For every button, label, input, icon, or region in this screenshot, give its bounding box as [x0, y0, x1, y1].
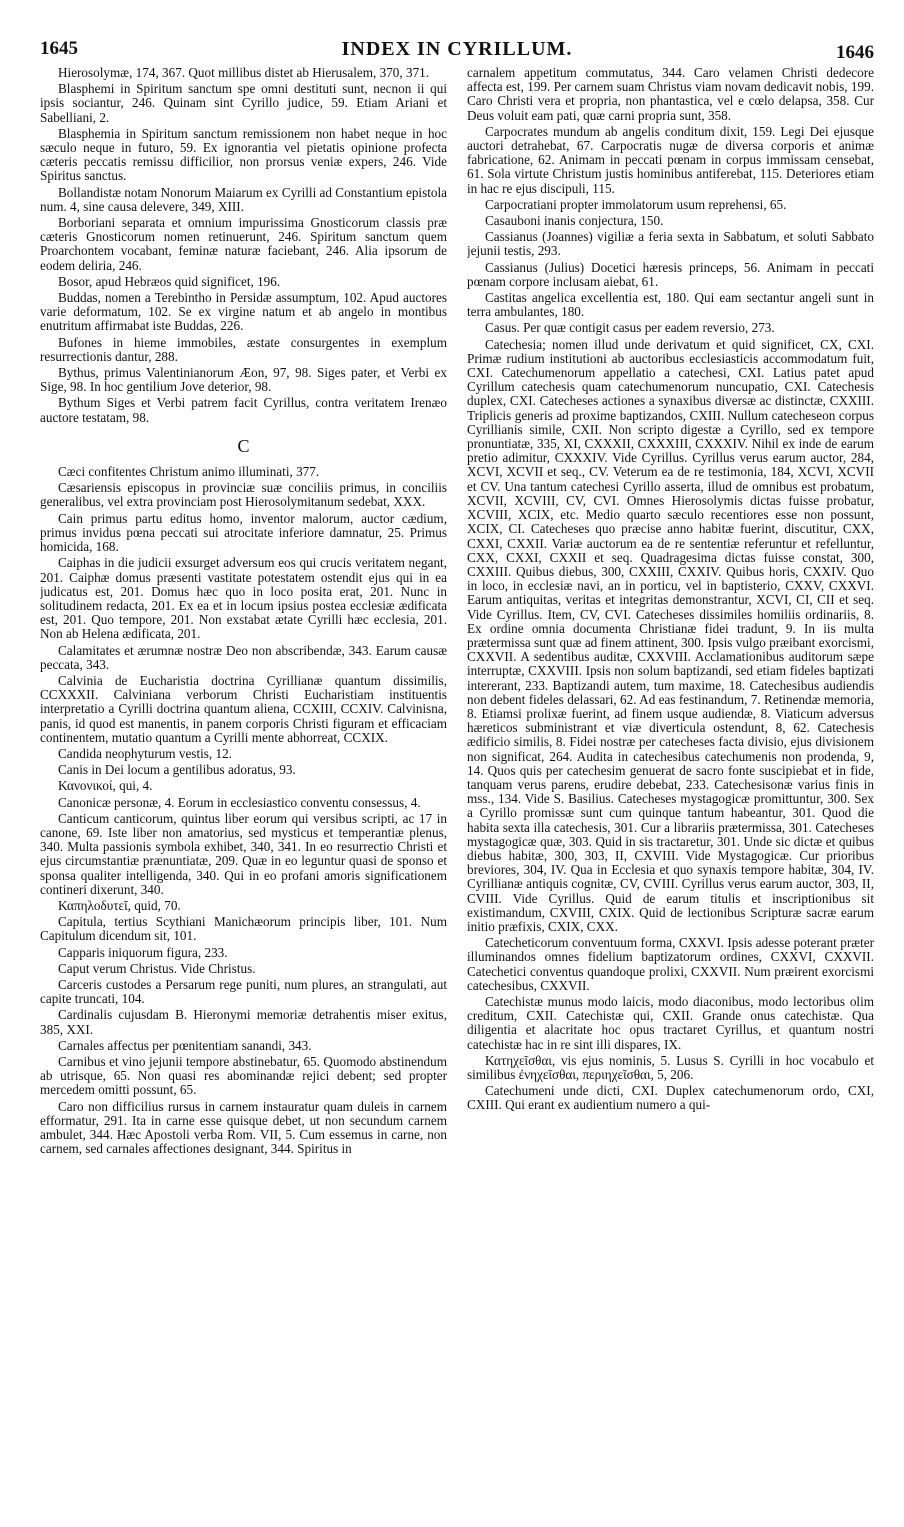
- index-entry: Cæci confitentes Christum animo illuminati, 377.: [58, 464, 320, 480]
- index-entry: Cain primus partu editus homo, inventor malorum, auctor cædium, primus invidus pœna peccati sui atrocitate inferiore damnatur, 25. Primus homicida, 168.: [40, 510, 447, 555]
- index-entry: Caiphas in die judicii exsurget adversum eos qui crucis veritatem negant, 201. Caiphæ domus præsenti vastitate potestatem ostendit ejus qui in ea judicatus est, 201. Domus hæc quo in loco posita erat, 201. Nunc in solitudinem redacta, 201. Ex ea et in locum ipsius postea ecclesiæ ædificata est, 201. Quo tempore, 201. Non exstabat ætate Cyrilli hæc ecclesia, 201. Non ab Helena ædificata, 201.: [40, 555, 447, 642]
- index-entry: Cæsariensis episcopus in provinciæ suæ conciliis primus, in conciliis generalibus, vel extra provinciam post Hierosolymitanum sedebat, XXX.: [40, 480, 447, 510]
- index-entry: Cassianus (Joannes) vigiliæ a feria sexta in Sabbatum, et soluti Sabbato jejunii testis, 293.: [467, 229, 874, 259]
- index-entry: Capitula, tertius Scythiani Manichæorum principis liber, 101. Num Capitulum dicendum sit, 101.: [40, 914, 447, 944]
- two-column-body: [40, 66, 874, 1519]
- index-entry: Catecheticorum conventuum forma, CXXVI. Ipsis adesse poterant præter illuminandos omnes fidelium baptizatorum ordines, CXXVI, CXXVII. Catechetici conventus quandoque prolixi, CXXVII. Num præirent exorcismi catechesibus, CXXVII.: [467, 935, 874, 993]
- index-entry: Candida neophyturum vestis, 12.: [58, 745, 232, 761]
- index-entry: Cassianus (Julius) Docetici hæresis princeps, 56. Animam in peccati pœnam corpore inclusam aiebat, 61.: [467, 259, 874, 289]
- index-entry: Καπηλοδυτεῖ, quid, 70.: [58, 897, 181, 913]
- index-entry: Casauboni inanis conjectura, 150.: [485, 213, 664, 229]
- index-entry: Casus. Per quæ contigit casus per eadem reversio, 273.: [485, 320, 775, 336]
- entries-c-section: [40, 465, 447, 1156]
- index-entry: Blasphemi in Spiritum sanctum spe omni destituti sunt, necnon ii qui ipsis sociantur, 246. Quinam sint Cyrillo judice, 59. Etiam Ariani et Sabelliani, 2.: [40, 81, 447, 125]
- page-number-left: 1645: [40, 38, 78, 59]
- index-entry: Blasphemia in Spiritum sanctum remissionem non habet neque in hoc sæculo neque in futuro, 59. Ex ignorantia vel pietatis opinione profecta cæteris peccatis remissu difficilior, non prorsus veniæ expers, 246. Vide Spiritus sanctus.: [40, 125, 447, 184]
- index-entry: Carceris custodes a Persarum rege puniti, num plures, an strangulati, aut capite truncati, 104.: [40, 976, 447, 1007]
- index-entry: Capparis iniquorum figura, 233.: [58, 944, 228, 960]
- index-entry: Carpocrates mundum ab angelis conditum dixit, 159. Legi Dei ejusque auctori detrahebat, 67. Carpocratis nugæ de diversa corporis et animæ fabricatione, 62. Animam in peccati pœnam in corpus immissam censebat, 61. Sola virtute Christum justis hominibus antiferebat, 115. Deteriores etiam in hac re ejus discipuli, 115.: [467, 123, 874, 196]
- index-entry: Caro non difficilius rursus in carnem instauratur quam duleis in carnem efformatur, 291. Ita in carne esse quisque debet, ut non secundum carnem ambulet, 344. Hæc Apostoli verba Rom. VII, 5. Cum essemus in carne, non carnem, sed carnales affectiones designant, 344. Spiritus in: [40, 1098, 447, 1157]
- index-entry: Catechistæ munus modo laicis, modo diaconibus, modo lectoribus olim creditum, CXII. Catechistæ qui, CXII. Grande onus catechistæ. Qua diligentia et alacritate hoc opus tractaret Cyrillus, et quantum nostri catechistæ hac in re sint illi dispares, IX.: [467, 994, 874, 1052]
- index-entry: Canonicæ personæ, 4. Eorum in ecclesiastico conventu consessus, 4.: [58, 794, 421, 810]
- index-entry: Calamitates et ærumnæ nostræ Deo non abscribendæ, 343. Earum causæ peccata, 343.: [40, 642, 447, 672]
- index-entry: Bythus, primus Valentinianorum Æon, 97, 98. Siges pater, et Verbi ex Sige, 98. In hoc gentilium Jove deterior, 98.: [40, 365, 447, 395]
- index-entry: Carnibus et vino jejunii tempore abstinebatur, 65. Quomodo abstinendum ab utrisque, 65. Non quasi res abominandæ rejici debent; sed propter mercedem omitti possunt, 65.: [40, 1054, 447, 1098]
- index-entry: Caput verum Christus. Vide Christus.: [58, 960, 256, 976]
- index-entry: Calvinia de Eucharistia doctrina Cyrillianæ quantum dissimilis, CCXXXII. Calviniana verborum Christi Eucharistiam instituentis interpretatio a Cyrilli doctrina quantum aliena, CCXIII, CCXIV. Calvinisna, panis, id quod est manentis, in panem corporis Christi figuram et efficaciam continentem, mutatio quantum a Cyrilli mente abhorreat, CCXIX.: [40, 672, 447, 745]
- page-header: [40, 38, 874, 64]
- index-entry: Bythum Siges et Verbi patrem facit Cyrillus, contra veritatem Irenæo auctore testatam, 98.: [40, 395, 447, 425]
- index-entry: Catechumeni unde dicti, CXI. Duplex catechumenorum ordo, CXI, CXIII. Qui erant ex audientium numero a qui-: [467, 1083, 874, 1113]
- section-letter-c: C: [237, 435, 250, 456]
- left-column: [40, 66, 447, 1519]
- entries-c-continued: [467, 66, 874, 1113]
- index-entry: Bollandistæ notam Nonorum Maiarum ex Cyrilli ad Constantium epistola num. 4, sine causa delevere, 349, XIII.: [40, 184, 447, 214]
- index-entry: Bufones in hieme immobiles, æstate consurgentes in exemplum resurrectionis dantur, 288.: [40, 334, 447, 364]
- index-entry: Κατηχεῖσθαι, vis ejus nominis, 5. Lusus S. Cyrilli in hoc vocabulo et similibus ἐνηχεῖσθαι, περιηχεῖσθαι, 5, 206.: [467, 1052, 874, 1083]
- index-entry: Castitas angelica excellentia est, 180. Qui eam sectantur angeli sunt in terra ambulantes, 180.: [467, 290, 874, 320]
- index-entry: Bosor, apud Hebræos quid significet, 196.: [58, 273, 281, 289]
- index-entry: Carnales affectus per pœnitentiam sanandi, 343.: [58, 1037, 312, 1053]
- index-entry: Borboriani separata et omnium impurissima Gnosticorum classis præ cæteris Gnosticorum nomen retinuerunt, 246. Spiritum sanctum quem Proarchontem vocabant, feminæ naturæ faciebant, 246. Alia ipsorum de eodem deliria, 246.: [40, 215, 447, 273]
- index-entry: Carpocratiani propter immolatorum usum reprehensi, 65.: [485, 196, 787, 212]
- running-title: INDEX IN CYRILLUM.: [341, 38, 573, 60]
- index-entry: Cardinalis cujusdam B. Hieronymi memoriæ detrahentis miser exitus, 385, XXI.: [40, 1007, 447, 1037]
- index-entry: Canticum canticorum, quintus liber eorum qui versibus scripti, ac 17 in canone, 69. Iste liber non amatorius, sed mysticus et temperantiæ plenus, 340. Multa passionis symbola exhibet, 340, 341. In eo resurrectio Christi et ejus circumstantiæ prænuntiatæ, 209. Quæ in eo leguntur quasi de sponso et sponsa qualiter intelligenda, 340. Qui in eo profani amoris significationem contineri dixerunt, 340.: [40, 810, 447, 897]
- right-column: [467, 66, 874, 1519]
- index-entry: Buddas, nomen a Terebintho in Persidæ assumptum, 102. Apud auctores varie deformatum, 102. Se ex virgine natum et ab angelo in montibus enutritum affirmabat iste Buddas, 226.: [40, 290, 447, 334]
- page-number-right: 1646: [836, 42, 874, 63]
- index-entry: carnalem appetitum commutatus, 344. Caro velamen Christi dedecore affecta est, 199. Per carnem suam Christus viam novam dedicavit nobis, 199. Caro Christi vera et propria, non phantastica, vel e cœlo delapsa, 358. Cur Deus voluit eam pati, quæ carni propria sunt, 358.: [467, 66, 874, 123]
- index-entry: Catechesia; nomen illud unde derivatum et quid significet, CX, CXI. Primæ rudium institutioni ab auctoribus ecclesiasticis accommodatum fuit, CXI. Catechumenorum appellatio a catechesi, CXI. Latius patet apud Cyrillum catechesis quam catechumenorum nuncupatio, CXI. Catechesis duplex, CXI. Catecheses actiones a synaxibus diversæ ac distinctæ, CXXIII. Triplicis generis ad proxime baptizandos, CXIII. Nullum catecheseon corpus Cyrillianis simile, CXII. Non scripto digestæ a Cyrillo, sed ex tempore pronuntiatæ, 335, XI, CXXXII, CXXXIII, CXXXIV. Nihil ex inde de earum pretio adimitur, CXXXIV. Vide Cyrillus. Cyrillus verus earum auctor, 284, XCVI, XCVII et seq., CV. Veterum ea de re testimonia, 184, XCVI, XCVII et CV. Una tantum catechesi Cyrillo asserta, illud de omnibus est probatum, XCVII, XCVIII, CV, CVI. Omnes Hierosolymis dictas fuisse probatur, XCVIII, XCIX, etc. Medio quarto sæculo recentiores esse non possunt, XCIX, CI. Catecheses quo præcise anno habitæ fuerint, discutitur, CXX, CXXI, CXXII. Variæ auctorum ea de re sententiæ referuntur et refelluntur, CXX, CXXI, CXXII et seq. Quadragesima dictas fuisse constat, 300, CXXIII. Quibus diebus, 300, CXXIII, CXXIV. Quibus horis, CXXIV. Quo in loco, in ecclesiæ navi, an in porticu, vel in baptisterio, CXXV, CXXVI. Earum antiquitas, veritas et integritas demonstrantur, XCVI, CI, CII et seq. Vide Cyrillus. Item, CV, CVI. Catecheses dissimiles homiliis ordinariis, 8. Ex ordine omnia documenta Christianæ fidei tradunt, 9. In iis multa prætermissa sunt quæ ad finem attinent, 300. Ipsis vulgo præibant exorcismi, CXXVII. A sedentibus auditæ, CXXVIII. Acclamationibus auditorum sæpe interruptæ, CXXVIII. Ipsis non solum baptizandi, sed etiam fideles baptizati intererant, 233. Baptizandi autem, tum maxime, 18. Catechesibus audiendis non debent fideles delassari, 62. Ad eas festinandum, 7. Retinendæ memoria, 8. Etiamsi prolixæ fuerint, ad finem usque audiendæ, 8. Viaticum adversus hæreticos subministrant et viæ diverticula ostendunt, 8, 62. Catechesis ædificio similis, 8. Fidei nostræ per catecheses facta divisio, ejus divisionem non significat, 264. Audita in catechesibus catechumenis non prodenda, 9, 14. Quos quis per catechesim genuerat de sacro fonte suscipiebat et in fide, tanquam verus parens, erudire debebat, 233. Catechesisonæ varius finis in mss., 134. Vide S. Basilius. Catecheses mystagogicæ promittuntur, 300. Sex a Cyrillo promissæ sunt cum quinque tantum habeantur, 301. Quod die habita sexta illa catechesis, 301. Cur a librariis prætermissa, 301. Catecheses mystagogicæ quæ, 303. Quid in sis tractaretur, 301. Unde sic dictæ et quibus diebus habitæ, 300, 303, II, CXVIII. Vide Mystagogicæ. Cur prioribus breviores, 304, IV. Qua in Ecclesia et quo synaxis tempore habitæ, 304, IV. Cyrillianæ antiquis cognitæ, CV, CVIII. Cyrillus verus earum auctor, 303, II, CVIII. Vide Cyrillus. Quid de earum titulis et inscriptionibus sit existimandum, CXVIII, CXIX. Quid de lectionibus Scripturæ sacræ earum initio præfixis, CXIX, CXX.: [467, 336, 874, 934]
- index-entry: Κανονικοί, qui, 4.: [58, 778, 153, 794]
- index-entry: Canis in Dei locum a gentilibus adoratus, 93.: [58, 762, 296, 778]
- index-entry: Hierosolymæ, 174, 367. Quot millibus distet ab Hierusalem, 370, 371.: [58, 66, 430, 80]
- entries-b-section: [40, 66, 447, 425]
